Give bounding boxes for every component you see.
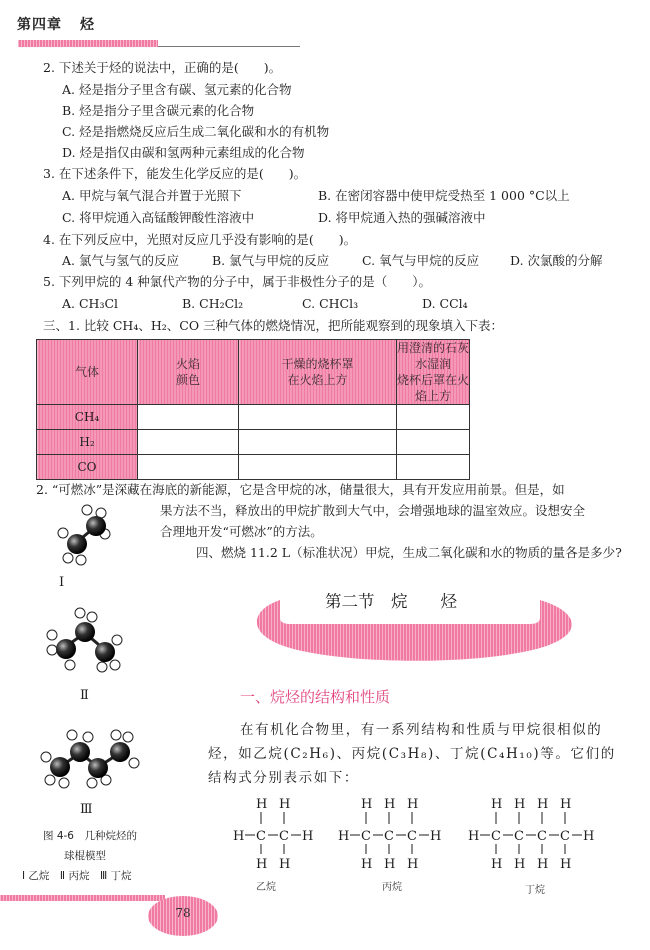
table-header-limewater-beaker: 用澄清的石灰水湿润 烧杯后罩在火焰上方: [397, 341, 470, 403]
section-3-question-2-line-2: 果方法不当，释放出的甲烷扩散到大气中，会增强地球的温室效应。设想安全: [160, 503, 586, 518]
question-5-option-d: D. CCl₄: [422, 296, 468, 311]
chapter-header: [17, 14, 95, 34]
question-2-stem: 2. 下述关于烃的说法中，正确的是( )。: [43, 60, 282, 75]
svg-text:H: H: [338, 829, 350, 844]
figure-caption-line-1: 图 4-6 几种烷烃的: [43, 830, 137, 842]
table-cell-blank: [138, 455, 239, 480]
table-cell-blank: [397, 405, 470, 430]
table-cell-blank: [239, 430, 397, 455]
question-4-option-d: D. 次氯酸的分解: [510, 253, 603, 268]
table-cell-blank: [239, 405, 397, 430]
section-title: 第二节 烷 烃: [325, 592, 457, 611]
paragraph-line-1: 在有机化合物里，有一系列结构和性质与甲烷很相似的: [240, 722, 603, 738]
question-4-option-a: A. 氯气与氢气的反应: [62, 253, 179, 268]
table-row-label: H₂: [37, 430, 138, 455]
question-4-option-c: C. 氧气与甲烷的反应: [362, 253, 480, 268]
ethane-ball-stick-model-icon: [40, 500, 120, 570]
svg-text:H: H: [491, 797, 503, 812]
page-number: 78: [175, 906, 191, 920]
svg-text:C: C: [514, 829, 524, 844]
svg-text:H: H: [384, 797, 396, 812]
svg-text:H: H: [537, 797, 549, 812]
table-row: [37, 430, 470, 455]
svg-text:H: H: [491, 857, 503, 872]
table-header-flame-color: 火焰 颜色: [138, 340, 239, 405]
formula-label-propane: 丙烷: [382, 882, 402, 893]
svg-text:C: C: [256, 829, 266, 844]
question-2-option-c: C. 烃是指燃烧反应后生成二氧化碳和水的有机物: [62, 124, 330, 139]
question-5-option-b: B. CH₂Cl₂: [182, 296, 244, 311]
butane-ball-stick-model-icon: [38, 725, 148, 795]
question-4-stem: 4. 在下列反应中，光照对反应几乎没有影响的是( )。: [43, 232, 357, 247]
svg-text:H: H: [430, 829, 442, 844]
svg-text:H: H: [514, 797, 526, 812]
footer-stripe-decoration: [0, 895, 165, 901]
paragraph-line-3: 结构式分别表示如下：: [208, 770, 359, 786]
question-2-option-d: D. 烃是指仅由碳和氢两种元素组成的化合物: [62, 145, 305, 160]
svg-text:H: H: [361, 797, 373, 812]
question-3-option-d: D. 将甲烷通入热的强碱溶液中: [318, 210, 486, 225]
header-rule: [158, 46, 300, 47]
header-stripe-decoration: [18, 40, 158, 47]
svg-text:H: H: [583, 829, 595, 844]
question-3-option-c: C. 将甲烷通入高锰酸钾酸性溶液中: [62, 210, 255, 225]
table-cell-blank: [239, 455, 397, 480]
question-5-option-c: C. CHCl₃: [302, 296, 359, 311]
svg-text:H: H: [233, 829, 245, 844]
figure-caption-line-2: 球棍模型: [64, 850, 106, 862]
svg-text:H: H: [407, 857, 419, 872]
svg-text:H: H: [468, 829, 480, 844]
table-header-gas: 气体: [37, 340, 138, 405]
propane-structural-formula: [338, 797, 441, 872]
svg-text:C: C: [537, 829, 547, 844]
question-2-option-a: A. 烃是指分子里含有碳、氢元素的化合物: [62, 82, 292, 97]
svg-text:H: H: [361, 857, 373, 872]
propane-ball-stick-model-icon: [40, 605, 140, 680]
table-header-dry-beaker: 干燥的烧杯罩 在火焰上方: [239, 340, 397, 405]
table-header-row: [37, 340, 470, 405]
section-3-question-2-line-1: 2. “可燃冰”是深藏在海底的新能源，它是含甲烷的冰，储量很大，具有开发应用前景。但是，如: [36, 482, 565, 497]
svg-text:H: H: [256, 857, 268, 872]
table-row: [37, 455, 470, 480]
svg-text:H: H: [256, 797, 268, 812]
section-3-question-2-line-3: 合理地开发“可燃冰”的方法。: [160, 524, 323, 539]
butane-structural-formula: [468, 797, 594, 872]
svg-text:C: C: [361, 829, 371, 844]
svg-text:H: H: [560, 857, 572, 872]
ethane-structural-formula: [233, 797, 313, 872]
table-cell-blank: [138, 405, 239, 430]
paragraph-line-2: 烃，如乙烷(C₂H₆)、丙烷(C₃H₈)、丁烷(C₄H₁₀)等。它们的: [208, 746, 616, 762]
subsection-heading: 一、烷烃的结构和性质: [240, 688, 391, 706]
combustion-observation-table: [36, 339, 470, 480]
svg-text:C: C: [560, 829, 570, 844]
question-5-stem: 5. 下列甲烷的 4 种氯代产物的分子中，属于非极性分子的是（ ）。: [43, 274, 432, 289]
svg-text:H: H: [384, 857, 396, 872]
svg-text:C: C: [384, 829, 394, 844]
svg-text:H: H: [302, 829, 314, 844]
chapter-title: 烃: [80, 17, 95, 33]
question-5-option-a: A. CH₃Cl: [62, 296, 119, 311]
svg-text:C: C: [407, 829, 417, 844]
svg-text:H: H: [407, 797, 419, 812]
table-cell-blank: [397, 455, 470, 480]
question-4-option-b: B. 氯气与甲烷的反应: [212, 253, 330, 268]
question-3-stem: 3. 在下述条件下，能发生化学反应的是( )。: [43, 166, 307, 181]
table-row: [37, 405, 470, 430]
svg-text:H: H: [279, 857, 291, 872]
svg-text:C: C: [491, 829, 501, 844]
table-row-label: CH₄: [37, 405, 138, 430]
section-4-question: 四、燃烧 11.2 L（标准状况）甲烷，生成二氧化碳和水的物质的量各是多少?: [196, 545, 622, 560]
formula-label-ethane: 乙烷: [256, 882, 276, 893]
svg-text:H: H: [279, 797, 291, 812]
svg-text:C: C: [279, 829, 289, 844]
question-3-option-b: B. 在密闭容器中使甲烷受热至 1 000 °C以上: [318, 188, 570, 203]
figure-label-2: Ⅱ: [80, 688, 89, 703]
section-3-question-1: 三、1. 比较 CH₄、H₂、CO 三种气体的燃烧情况，把所能观察到的现象填入下表：: [43, 318, 504, 333]
table-cell-blank: [397, 430, 470, 455]
question-3-option-a: A. 甲烷与氧气混合并置于光照下: [62, 188, 242, 203]
table-row-label: CO: [37, 455, 138, 480]
formula-label-butane: 丁烷: [525, 885, 545, 896]
structural-formulas-diagram: [228, 792, 628, 872]
svg-text:H: H: [514, 857, 526, 872]
table-cell-blank: [138, 430, 239, 455]
figure-label-3: Ⅲ: [80, 802, 93, 817]
svg-text:H: H: [560, 797, 572, 812]
figure-caption-line-3: Ⅰ 乙烷 Ⅱ 丙烷 Ⅲ 丁烷: [22, 870, 132, 882]
figure-label-1: Ⅰ: [59, 575, 65, 590]
svg-text:H: H: [537, 857, 549, 872]
chapter-number: 第四章: [17, 17, 62, 33]
question-2-option-b: B. 烃是指分子里含碳元素的化合物: [62, 103, 255, 118]
